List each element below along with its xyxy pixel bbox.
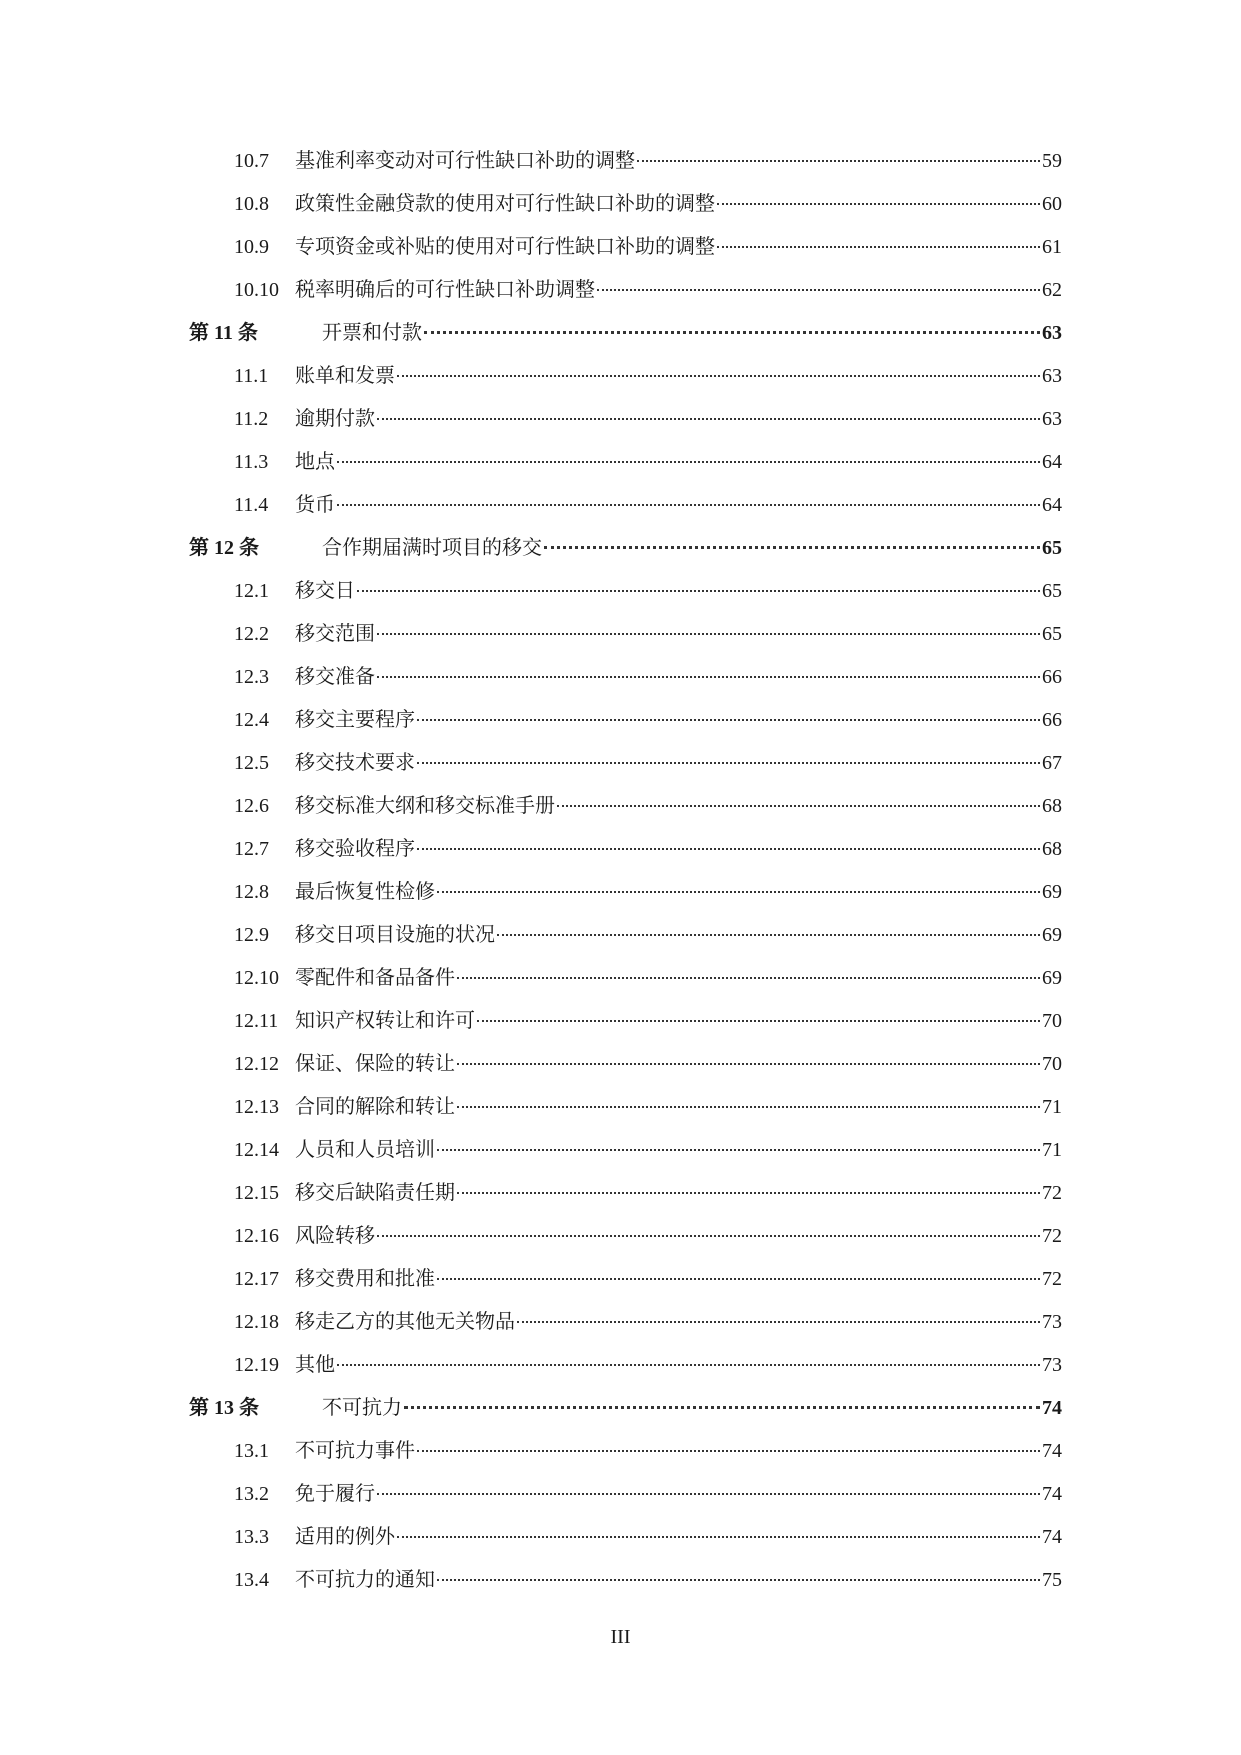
entry-number: 12.15 [234,1182,279,1204]
entry-page-number: 63 [1042,365,1062,387]
entry-number: 13.3 [234,1526,269,1548]
entry-page-number: 71 [1042,1096,1062,1118]
entry-number: 12.11 [234,1010,279,1032]
dot-leader [557,805,1040,807]
entry-title: 零配件和备品备件 [295,967,455,989]
entry-title: 政策性金融贷款的使用对可行性缺口补助的调整 [295,193,715,215]
toc-subsection-entry[interactable] [234,1434,1062,1464]
entry-number: 12.9 [234,924,269,946]
dot-leader [717,246,1040,248]
dot-leader [457,977,1040,979]
dot-leader [377,418,1040,420]
entry-page-number: 74 [1042,1440,1062,1462]
entry-title: 移交准备 [295,666,375,688]
toc-subsection-entry[interactable] [234,488,1062,518]
entry-number: 12.16 [234,1225,279,1247]
entry-number: 11.4 [234,494,269,516]
entry-number: 12.18 [234,1311,279,1333]
entry-title: 不可抗力的通知 [295,1569,435,1591]
toc-subsection-entry[interactable] [234,875,1062,905]
toc-subsection-entry[interactable] [234,1090,1062,1120]
toc-subsection-entry[interactable] [234,1477,1062,1507]
entry-page-number: 69 [1042,881,1062,903]
entry-number: 12.4 [234,709,269,731]
toc-subsection-entry[interactable] [234,617,1062,647]
entry-number: 第 11 条 [189,322,258,344]
entry-title: 移交日 [295,580,355,602]
entry-number: 11.2 [234,408,269,430]
dot-leader [337,461,1040,463]
entry-title: 最后恢复性检修 [295,881,435,903]
dot-leader [417,762,1040,764]
dot-leader [397,375,1040,377]
dot-leader [437,1579,1040,1581]
entry-page-number: 74 [1042,1526,1062,1548]
entry-title: 移交费用和批准 [295,1268,435,1290]
entry-page-number: 60 [1042,193,1062,215]
entry-number: 第 12 条 [189,537,259,559]
entry-number: 第 13 条 [189,1397,259,1419]
toc-subsection-entry[interactable] [234,402,1062,432]
entry-title: 移交后缺陷责任期 [295,1182,455,1204]
entry-number: 12.12 [234,1053,279,1075]
entry-page-number: 69 [1042,924,1062,946]
entry-page-number: 70 [1042,1010,1062,1032]
toc-subsection-entry[interactable] [234,144,1062,174]
entry-page-number: 70 [1042,1053,1062,1075]
entry-number: 11.1 [234,365,269,387]
page-folio: III [610,1626,631,1648]
entry-title: 账单和发票 [295,365,395,387]
toc-subsection-entry[interactable] [234,1004,1062,1034]
entry-title: 合同的解除和转让 [295,1096,455,1118]
entry-number: 12.19 [234,1354,279,1376]
toc-subsection-entry[interactable] [234,961,1062,991]
dot-leader [417,848,1040,850]
toc-subsection-entry[interactable] [234,918,1062,948]
entry-title: 适用的例外 [295,1526,395,1548]
toc-section-entry[interactable] [189,531,1062,561]
toc-subsection-entry[interactable] [234,703,1062,733]
entry-title: 税率明确后的可行性缺口补助调整 [295,279,595,301]
entry-title: 其他 [295,1354,335,1376]
dot-leader [637,160,1040,162]
toc-subsection-entry[interactable] [234,230,1062,260]
dot-leader [377,1493,1040,1495]
entry-number: 12.17 [234,1268,279,1290]
entry-title: 合作期届满时项目的移交 [322,537,542,559]
toc-subsection-entry[interactable] [234,574,1062,604]
entry-page-number: 74 [1042,1397,1062,1419]
entry-number: 10.7 [234,150,269,172]
toc-section-entry[interactable] [189,316,1062,346]
toc-subsection-entry[interactable] [234,1219,1062,1249]
entry-title: 不可抗力 [322,1397,402,1419]
dot-leader [437,1278,1040,1280]
dot-leader [457,1192,1040,1194]
entry-title: 免于履行 [295,1483,375,1505]
toc-subsection-entry[interactable] [234,359,1062,389]
toc-subsection-entry[interactable] [234,1262,1062,1292]
entry-page-number: 66 [1042,709,1062,731]
entry-number: 13.1 [234,1440,269,1462]
dot-leader [397,1536,1040,1538]
dot-leader [497,934,1040,936]
entry-title: 不可抗力事件 [295,1440,415,1462]
dot-leader [457,1063,1040,1065]
dot-leader [337,504,1040,506]
entry-title: 移交范围 [295,623,375,645]
dot-leader [437,1149,1040,1151]
entry-number: 12.7 [234,838,269,860]
entry-page-number: 72 [1042,1182,1062,1204]
toc-subsection-entry[interactable] [234,746,1062,776]
entry-number: 13.2 [234,1483,269,1505]
entry-title: 移交标准大纲和移交标准手册 [295,795,555,817]
entry-number: 12.10 [234,967,279,989]
entry-page-number: 61 [1042,236,1062,258]
entry-number: 12.6 [234,795,269,817]
toc-subsection-entry[interactable] [234,1133,1062,1163]
toc-subsection-entry[interactable] [234,445,1062,475]
dot-leader [477,1020,1040,1022]
entry-page-number: 59 [1042,150,1062,172]
entry-title: 知识产权转让和许可 [295,1010,475,1032]
entry-number: 10.10 [234,279,279,301]
dot-leader [544,546,1040,549]
dot-leader [377,633,1040,635]
entry-title: 地点 [295,451,335,473]
entry-number: 12.5 [234,752,269,774]
entry-number: 12.1 [234,580,269,602]
entry-number: 12.8 [234,881,269,903]
toc-subsection-entry[interactable] [234,832,1062,862]
dot-leader [337,1364,1040,1366]
dot-leader [517,1321,1040,1323]
entry-title: 人员和人员培训 [295,1139,435,1161]
toc-subsection-entry[interactable] [234,273,1062,303]
dot-leader [417,719,1040,721]
dot-leader [597,289,1040,291]
toc-subsection-entry[interactable] [234,1047,1062,1077]
entry-page-number: 65 [1042,623,1062,645]
dot-leader [417,1450,1040,1452]
entry-page-number: 66 [1042,666,1062,688]
dot-leader [377,676,1040,678]
toc-subsection-entry[interactable] [234,1520,1062,1550]
entry-title: 货币 [295,494,335,516]
entry-page-number: 68 [1042,838,1062,860]
toc-subsection-entry[interactable] [234,789,1062,819]
entry-page-number: 75 [1042,1569,1062,1591]
dot-leader [457,1106,1040,1108]
toc-subsection-entry[interactable] [234,187,1062,217]
dot-leader [377,1235,1040,1237]
dot-leader [717,203,1040,205]
entry-number: 10.9 [234,236,269,258]
toc-section-entry[interactable] [189,1391,1062,1421]
entry-number: 12.2 [234,623,269,645]
entry-title: 专项资金或补贴的使用对可行性缺口补助的调整 [295,236,715,258]
entry-number: 11.3 [234,451,269,473]
entry-page-number: 62 [1042,279,1062,301]
entry-title: 移交技术要求 [295,752,415,774]
entry-number: 13.4 [234,1569,269,1591]
entry-page-number: 67 [1042,752,1062,774]
entry-page-number: 63 [1042,408,1062,430]
entry-page-number: 74 [1042,1483,1062,1505]
entry-title: 开票和付款 [322,322,422,344]
dot-leader [424,331,1040,334]
entry-page-number: 73 [1042,1354,1062,1376]
entry-number: 12.14 [234,1139,279,1161]
entry-number: 12.13 [234,1096,279,1118]
toc-subsection-entry[interactable] [234,1348,1062,1378]
entry-page-number: 63 [1042,322,1062,344]
toc-subsection-entry[interactable] [234,660,1062,690]
entry-page-number: 65 [1042,580,1062,602]
entry-page-number: 72 [1042,1268,1062,1290]
entry-number: 12.3 [234,666,269,688]
dot-leader [404,1406,1040,1409]
entry-number: 10.8 [234,193,269,215]
entry-title: 逾期付款 [295,408,375,430]
entry-title: 保证、保险的转让 [295,1053,455,1075]
entry-page-number: 73 [1042,1311,1062,1333]
entry-page-number: 64 [1042,494,1062,516]
entry-page-number: 69 [1042,967,1062,989]
entry-title: 移交验收程序 [295,838,415,860]
entry-title: 移走乙方的其他无关物品 [295,1311,515,1333]
entry-page-number: 65 [1042,537,1062,559]
entry-title: 风险转移 [295,1225,375,1247]
dot-leader [357,590,1040,592]
entry-page-number: 68 [1042,795,1062,817]
entry-page-number: 71 [1042,1139,1062,1161]
toc-subsection-entry[interactable] [234,1305,1062,1335]
dot-leader [437,891,1040,893]
entry-page-number: 64 [1042,451,1062,473]
entry-page-number: 72 [1042,1225,1062,1247]
entry-title: 移交主要程序 [295,709,415,731]
toc-subsection-entry[interactable] [234,1176,1062,1206]
entry-title: 移交日项目设施的状况 [295,924,495,946]
toc-subsection-entry[interactable] [234,1563,1062,1593]
entry-title: 基准利率变动对可行性缺口补助的调整 [295,150,635,172]
